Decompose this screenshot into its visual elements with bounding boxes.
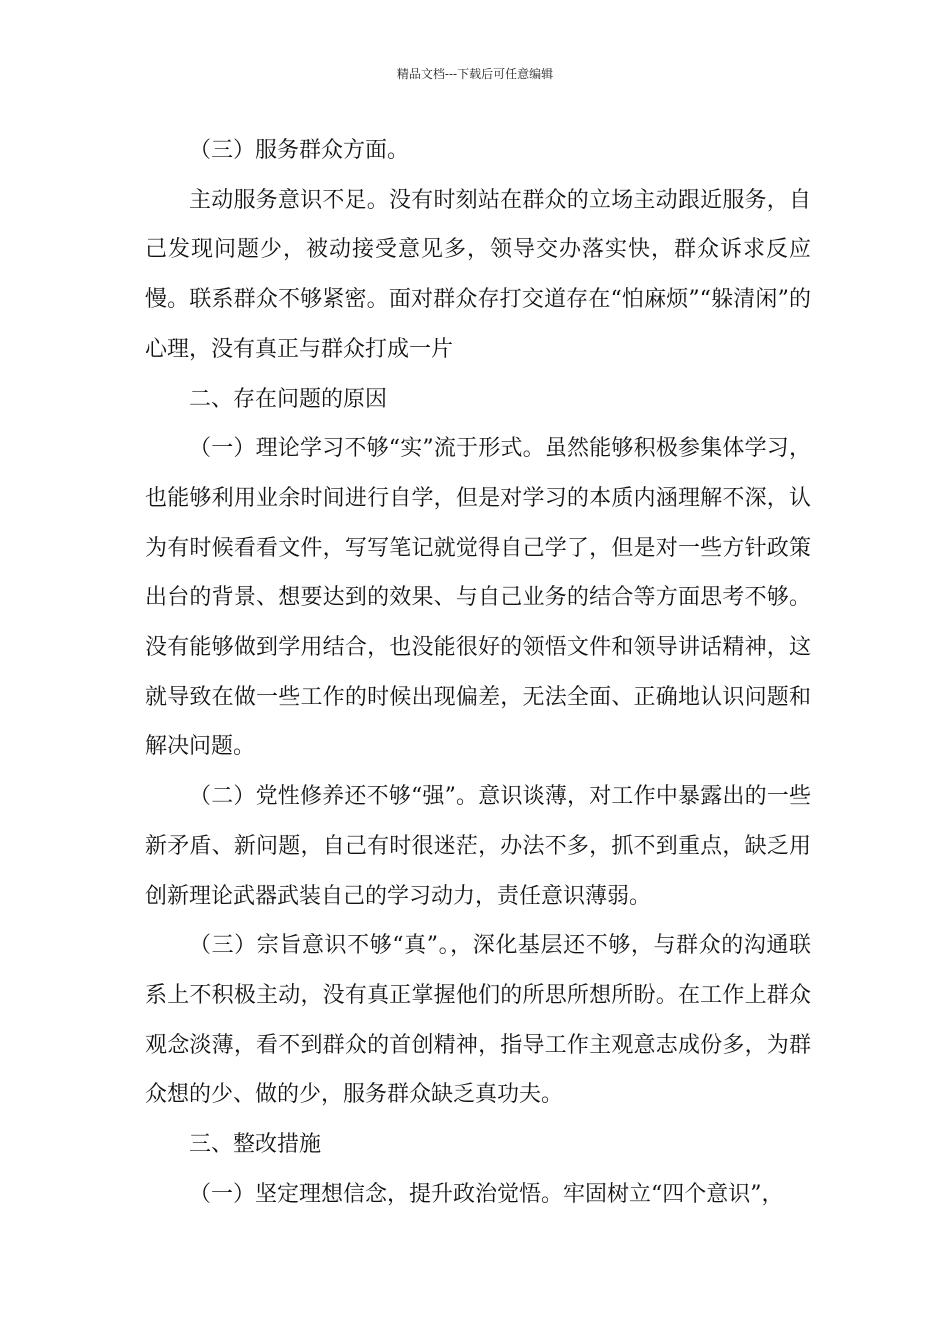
section-heading-rectification: 三、整改措施 xyxy=(189,1132,322,1158)
paragraph-party-cultivation: （二）党性修养还不够“强”。意识谈薄，对工作中暴露出的一些新矛盾、新问题，自己有时很迷茫，办法不多，抓不到重点，缺乏用创新理论武器武装自己的学习动力，责任意识薄弱。 xyxy=(145,784,811,909)
document-body xyxy=(145,126,811,1219)
paragraph-service-awareness: 主动服务意识不足。没有时刻站在群众的立场主动跟近服务，自己发现问题少，被动接受意见多，领导交办落实快，群众诉求反应慢。联系群众不够紧密。面对群众存打交道存在“怕麻烦”“躲清闲”的心理，没有真正与群众打成一片 xyxy=(145,187,811,362)
section-heading-causes: 二、存在问题的原因 xyxy=(189,386,388,412)
section-heading-service: （三）服务群众方面。 xyxy=(189,138,410,163)
paragraph-purpose-awareness: （三）宗旨意识不够“真”。，深化基层还不够，与群众的沟通联系上不积极主动，没有真正掌握他们的所思所想所盼。在工作上群众观念淡薄，看不到群众的首创精神，指导工作主观意志成份多，为群众想的少、做的少，服务群众缺乏真功夫。 xyxy=(145,933,811,1108)
page-header: 精品文档---下载后可任意编辑 xyxy=(396,67,554,81)
paragraph-theory-study: （一）理论学习不够“实”流于形式。虽然能够积极参集体学习，也能够利用业余时间进行自学，但是对学习的本质内涵理解不深，认为有时候看看文件，写写笔记就觉得自己学了，但是对一些方针政策出台的背景、想要达到的效果、与自己业务的结合等方面思考不够。没有能够做到学用结合，也没能很好的领悟文件和领导讲话精神，这就导致在做一些工作的时候出现偏差，无法全面、正确地认识问题和解决问题。 xyxy=(145,436,811,760)
paragraph-ideals-beliefs: （一）坚定理想信念，提升政治觉悟。牢固树立“四个意识”， xyxy=(189,1181,784,1207)
